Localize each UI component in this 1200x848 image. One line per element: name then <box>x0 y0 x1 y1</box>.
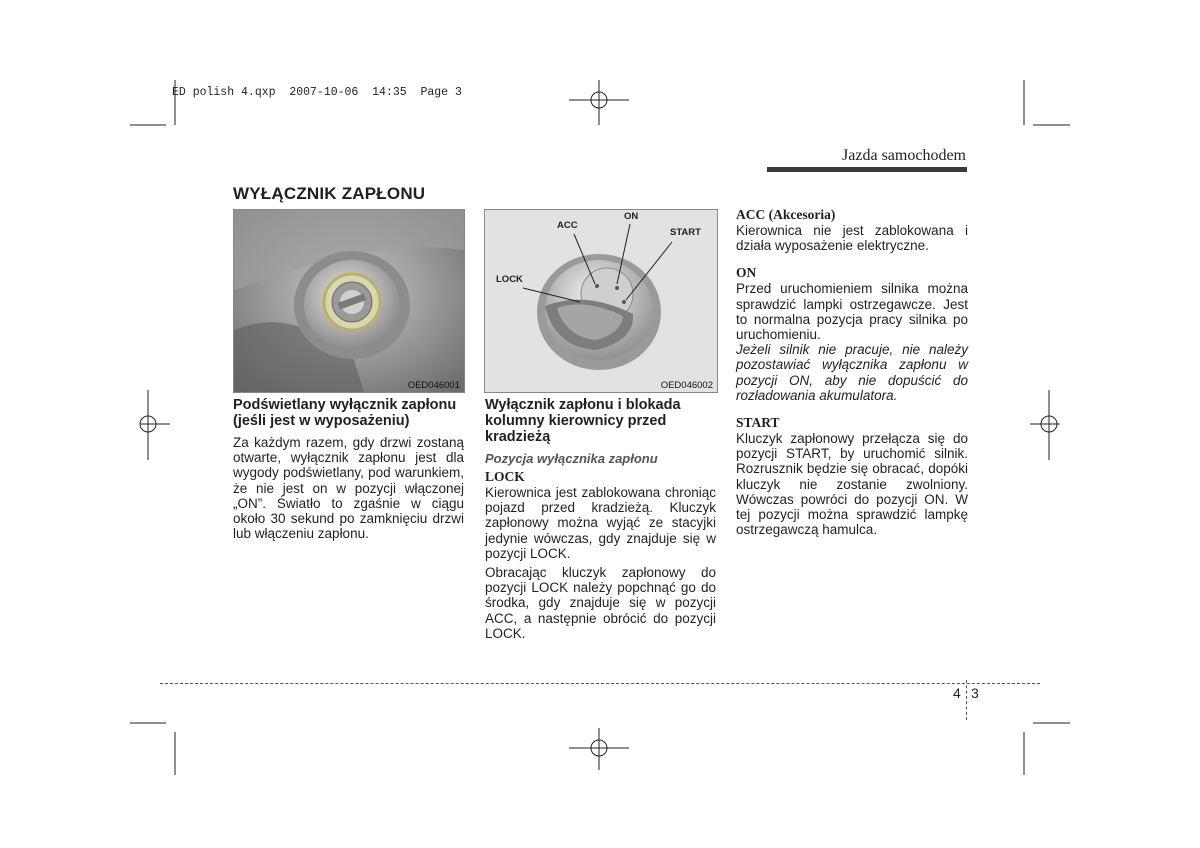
footer-dotted-rule <box>160 683 1040 684</box>
acc-heading: ACC (Akcesoria) <box>736 207 836 222</box>
ignition-photo-1 <box>233 209 465 393</box>
acc-body: Kierownica nie jest zablokowana i działa wyposażenie elektryczne. <box>736 223 968 254</box>
registration-mark-left <box>140 390 170 460</box>
label-lock: LOCK <box>496 274 523 285</box>
start-body: Kluczyk zapłonowy przełącza się do pozycji START, by uruchomić silnik. Rozrusznik będzie się obracać, dopóki kluczyk nie zostanie zwolniony. Wówczas powróci do pozycji ON. W tej pozycji można sprawdzić lampkę ostrzegawczą hamulca. <box>736 431 968 538</box>
on-note: Jeżeli silnik nie pracuje, nie należy pozostawiać wyłącznika zapłonu w pozycji ON, aby nie dopuścić do rozładowania akumulatora. <box>736 342 968 403</box>
on-body: Przed uruchomieniem silnika można sprawdzić lampki ostrzegawcze. Jest to normalna pozycja pracy silnika po uruchomieniu. <box>736 281 968 343</box>
registration-mark-right <box>1030 390 1060 460</box>
registration-mark-bottom <box>569 728 629 770</box>
registration-mark-top <box>569 80 629 125</box>
ignition-photo-2 <box>484 209 718 393</box>
label-acc: ACC <box>557 220 578 231</box>
lock-heading: LOCK <box>485 469 525 484</box>
steering-lock-subhead: Wyłącznik zapłonu i blokada kolumny kierownicy przed kradzieżą <box>485 397 681 445</box>
on-heading: ON <box>736 265 757 281</box>
photo-code: OED046001 <box>407 380 460 391</box>
chapter-number: 4 <box>953 685 961 701</box>
page-number-divider <box>966 680 968 720</box>
illuminated-switch-body: Za każdym razem, gdy drzwi zostaną otwarte, wyłącznik zapłonu jest dla wygody podświetlany, pod warunkiem, że nie jest on w pozycji włączonej „ON”. Światło to zgaśnie w ciągu około 30 sekund po zamknięciu drzwi lub włączeniu zapłonu. <box>233 435 464 542</box>
running-head: Jazda samochodem <box>842 147 966 164</box>
print-slug: ED polish 4.qxp 2007-10-06 14:35 Page 3 <box>172 86 462 99</box>
photo-code: OED046002 <box>660 380 713 391</box>
lock-body-2: Obracając kluczyk zapłonowy do pozycji LOCK należy popchnąć go do środka, gdy znajduje się w pozycji ACC, a następnie obrócić do pozycji LOCK. <box>485 565 716 641</box>
label-on: ON <box>624 211 639 222</box>
start-heading: START <box>736 415 780 431</box>
switch-positions-subhead: Pozycja wyłącznika zapłonu <box>485 451 658 466</box>
ignition-illuminated-illustration <box>234 210 464 392</box>
section-title: WYŁĄCZNIK ZAPŁONU <box>233 184 426 203</box>
lock-body: Kierownica jest zablokowana chroniąc pojazd przed kradzieżą. Kluczyk zapłonowy można wyjąć ze stacyjki jedynie wówczas, gdy znajduje się w pozycji LOCK. <box>485 485 716 561</box>
label-start: START <box>670 227 701 238</box>
header-rule <box>767 167 967 172</box>
illuminated-switch-subhead: Podświetlany wyłącznik zapłonu (jeśli jest w wyposażeniu) <box>233 397 457 429</box>
page-number: 3 <box>971 685 979 701</box>
